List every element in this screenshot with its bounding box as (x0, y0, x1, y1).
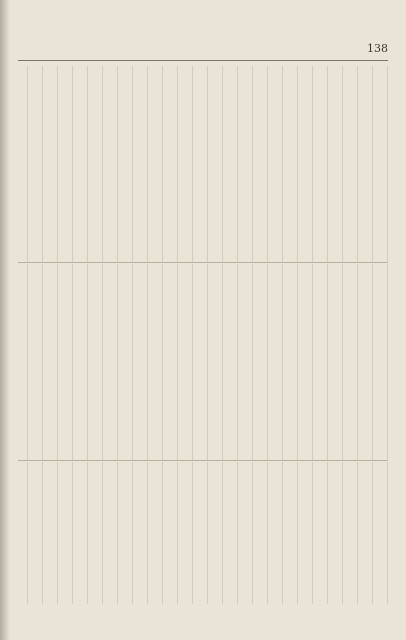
body-text-middle (18, 268, 388, 456)
body-text-top (18, 70, 388, 258)
library-watermark (200, 588, 390, 622)
text-band-bottom (18, 462, 388, 604)
body-text-bottom (18, 466, 388, 600)
text-band-middle (18, 264, 388, 461)
page-edge-shadow (0, 0, 10, 640)
text-band-top (18, 66, 388, 263)
text-block (18, 66, 388, 604)
library-stamp (6, 610, 126, 636)
page-folio: 138 (367, 42, 388, 55)
running-header (18, 40, 388, 61)
